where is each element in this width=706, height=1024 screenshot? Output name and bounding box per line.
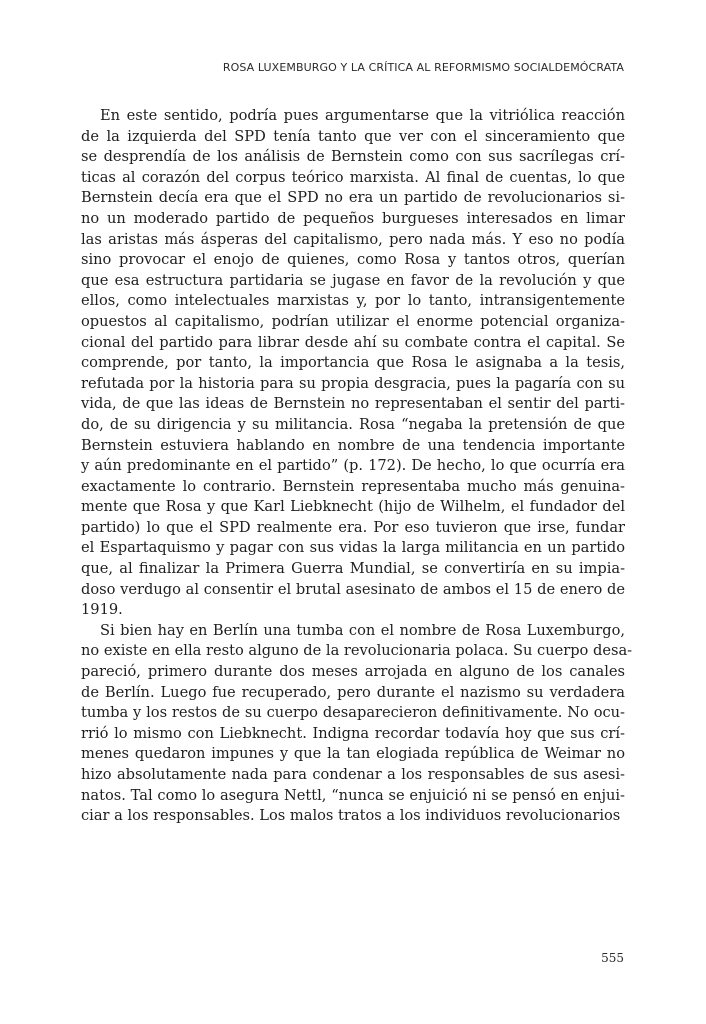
text-line: cional del partido para librar desde ahí su combate contra el capital. Se bbox=[81, 333, 625, 351]
text-line: exactamente lo contrario. Bernstein representaba mucho más genuina- bbox=[81, 477, 625, 495]
text-line: y aún predominante en el partido” (p. 172). De hecho, lo que ocurría era bbox=[81, 457, 625, 475]
text-line: no existe en ella resto alguno de la revolucionaria polaca. Su cuerpo desa- bbox=[81, 642, 633, 660]
text-line: do, de su dirigencia y su militancia. Rosa “negaba la pretensión de que bbox=[81, 415, 625, 433]
text-line: de la izquierda del SPD tenía tanto que ver con el sinceramiento que bbox=[81, 127, 625, 145]
text-line: refutada por la historia para su propia desgracia, pues la pagaría con su bbox=[81, 374, 625, 392]
paragraph-2 bbox=[81, 621, 633, 827]
text-line: comprende, por tanto, la importancia que Rosa le asignaba a la tesis, bbox=[81, 354, 625, 372]
running-header: ROSA LUXEMBURGO Y LA CRÍTICA AL REFORMISMO SOCIALDEMÓCRATA bbox=[222, 61, 624, 74]
text-line: el Espartaquismo y pagar con sus vidas la larga militancia en un partido bbox=[81, 539, 625, 557]
text-line: vida, de que las ideas de Bernstein no representaban el sentir del parti- bbox=[81, 395, 625, 413]
text-line: pareció, primero durante dos meses arrojada en alguno de los canales bbox=[81, 663, 625, 681]
text-line: mente que Rosa y que Karl Liebknecht (hijo de Wilhelm, el fundador del bbox=[81, 498, 625, 516]
text-line: no un moderado partido de pequeños burgueses interesados en limar bbox=[81, 209, 625, 227]
text-line: tumba y los restos de su cuerpo desaparecieron definitivamente. No ocu- bbox=[81, 704, 625, 722]
text-line: se desprendía de los análisis de Bernstein como con sus sacrílegas crí- bbox=[81, 148, 625, 166]
text-line: menes quedaron impunes y que la tan elogiada república de Weimar no bbox=[81, 745, 625, 763]
text-line: ticas al corazón del corpus teórico marxista. Al final de cuentas, lo que bbox=[81, 168, 625, 186]
text-line: Bernstein decía era que el SPD no era un partido de revolucionarios si- bbox=[81, 189, 625, 207]
paragraph-1 bbox=[81, 106, 625, 621]
text-line: natos. Tal como lo asegura Nettl, “nunca se enjuició ni se pensó en enjui- bbox=[81, 786, 625, 804]
text-line: las aristas más ásperas del capitalismo, pero nada más. Y eso no podía bbox=[81, 230, 625, 248]
body-text bbox=[81, 106, 633, 827]
text-line: ellos, como intelectuales marxistas y, por lo tanto, intransigentemente bbox=[81, 292, 625, 310]
text-line: Bernstein estuviera hablando en nombre de una tendencia importante bbox=[81, 436, 625, 454]
text-line: de Berlín. Luego fue recuperado, pero durante el nazismo su verdadera bbox=[81, 683, 625, 701]
page-number: 555 bbox=[601, 951, 624, 965]
text-line: doso verdugo al consentir el brutal asesinato de ambos el 15 de enero de bbox=[81, 580, 625, 598]
text-line: Si bien hay en Berlín una tumba con el nombre de Rosa Luxemburgo, bbox=[100, 621, 625, 639]
text-line: que, al finalizar la Primera Guerra Mundial, se convertiría en su impia- bbox=[81, 560, 625, 578]
text-line: 1919. bbox=[81, 601, 123, 619]
text-line: En este sentido, podría pues argumentarse que la vitriólica reacción bbox=[100, 107, 625, 124]
text-line: ciar a los responsables. Los malos tratos a los individuos revolucionarios bbox=[81, 807, 621, 825]
text-line: opuestos al capitalismo, podrían utilizar el enorme potencial organiza- bbox=[81, 312, 625, 330]
text-line: hizo absolutamente nada para condenar a los responsables de sus asesi- bbox=[81, 766, 625, 783]
text-line: rrió lo mismo con Liebknecht. Indigna recordar todavía hoy que sus crí- bbox=[81, 724, 625, 742]
text-line: que esa estructura partidaria se jugase en favor de la revolución y que bbox=[81, 271, 625, 289]
text-line: partido) lo que el SPD realmente era. Por eso tuvieron que irse, fundar bbox=[81, 518, 625, 536]
text-line: sino provocar el enojo de quienes, como Rosa y tantos otros, querían bbox=[81, 251, 625, 269]
